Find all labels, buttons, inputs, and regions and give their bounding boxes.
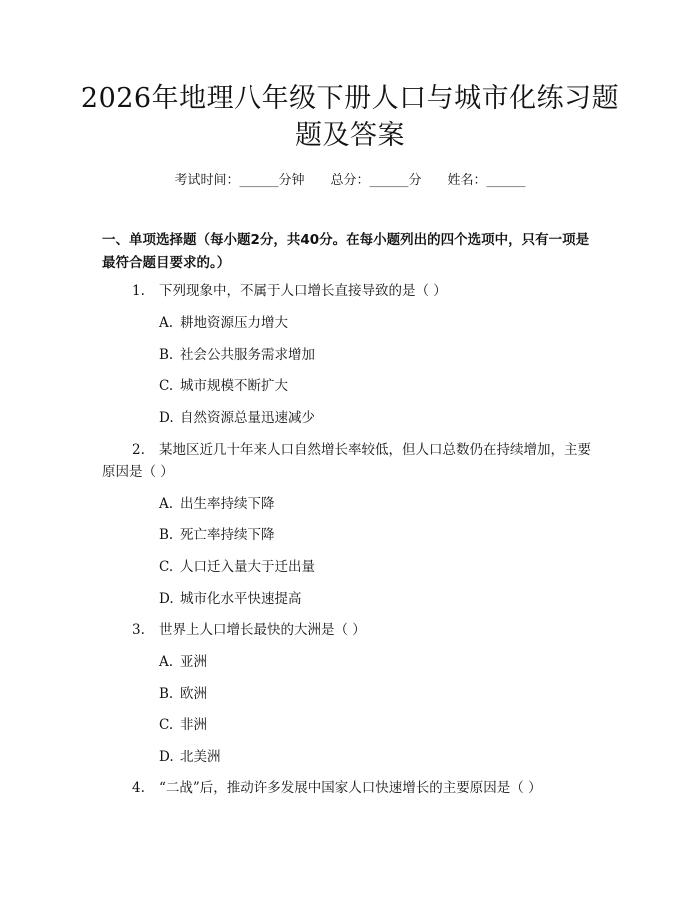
option-letter: D.	[159, 749, 174, 765]
page-title-line1: 2026年地理八年级下册人口与城市化练习题	[80, 83, 620, 114]
option-text: 死亡率持续下降	[180, 527, 275, 543]
option-text: 出生率持续下降	[180, 496, 275, 512]
page-title-line2: 题及答案	[295, 120, 405, 151]
option-text: 城市化水平快速提高	[180, 591, 302, 607]
total-score-field: 总分：______分	[330, 173, 422, 188]
option-letter: A.	[159, 496, 174, 512]
option-letter: C.	[159, 559, 174, 575]
question-text: 世界上人口增长最快的大洲是（ ）	[159, 622, 366, 638]
option-text: 非洲	[180, 717, 207, 733]
question-text-continued: 原因是（ ）	[102, 464, 174, 480]
question-text: 某地区近几十年来人口自然增长率较低，但人口总数仍在持续增加，主要	[159, 442, 591, 458]
option-letter: C.	[159, 378, 174, 394]
exam-time-field: 考试时间：______分钟	[174, 173, 305, 188]
question-text: “二战”后，推动许多发展中国家人口快速增长的主要原因是（ ）	[159, 780, 542, 796]
question-number: 4.	[132, 780, 145, 796]
option-text: 欧洲	[180, 686, 207, 702]
option-text: 城市规模不断扩大	[180, 378, 288, 394]
option-text: 北美洲	[180, 749, 221, 765]
exam-meta	[100, 169, 600, 188]
option-text: 社会公共服务需求增加	[180, 347, 315, 363]
question-number: 3.	[132, 622, 145, 638]
student-name-field: 姓名：______	[447, 173, 526, 188]
option-letter: D.	[159, 410, 174, 426]
question-number: 1.	[132, 283, 145, 299]
option-text: 自然资源总量迅速减少	[180, 410, 315, 426]
option-letter: D.	[159, 591, 174, 607]
option-text: 耕地资源压力增大	[180, 315, 288, 331]
option-letter: A.	[159, 315, 174, 331]
section-heading-single-choice: 一、单项选择题（每小题2分，共40分。在每小题列出的四个选项中，只有一项是最符合题目要求的。）	[102, 232, 590, 271]
option-text: 人口迁入量大于迁出量	[180, 559, 315, 575]
option-letter: B.	[159, 686, 174, 702]
question-text: 下列现象中，不属于人口增长直接导致的是（ ）	[159, 283, 447, 299]
option-text: 亚洲	[180, 654, 207, 670]
option-letter: B.	[159, 347, 174, 363]
option-letter: C.	[159, 717, 174, 733]
option-letter: A.	[159, 654, 174, 670]
option-letter: B.	[159, 527, 174, 543]
question-number: 2.	[132, 442, 145, 458]
